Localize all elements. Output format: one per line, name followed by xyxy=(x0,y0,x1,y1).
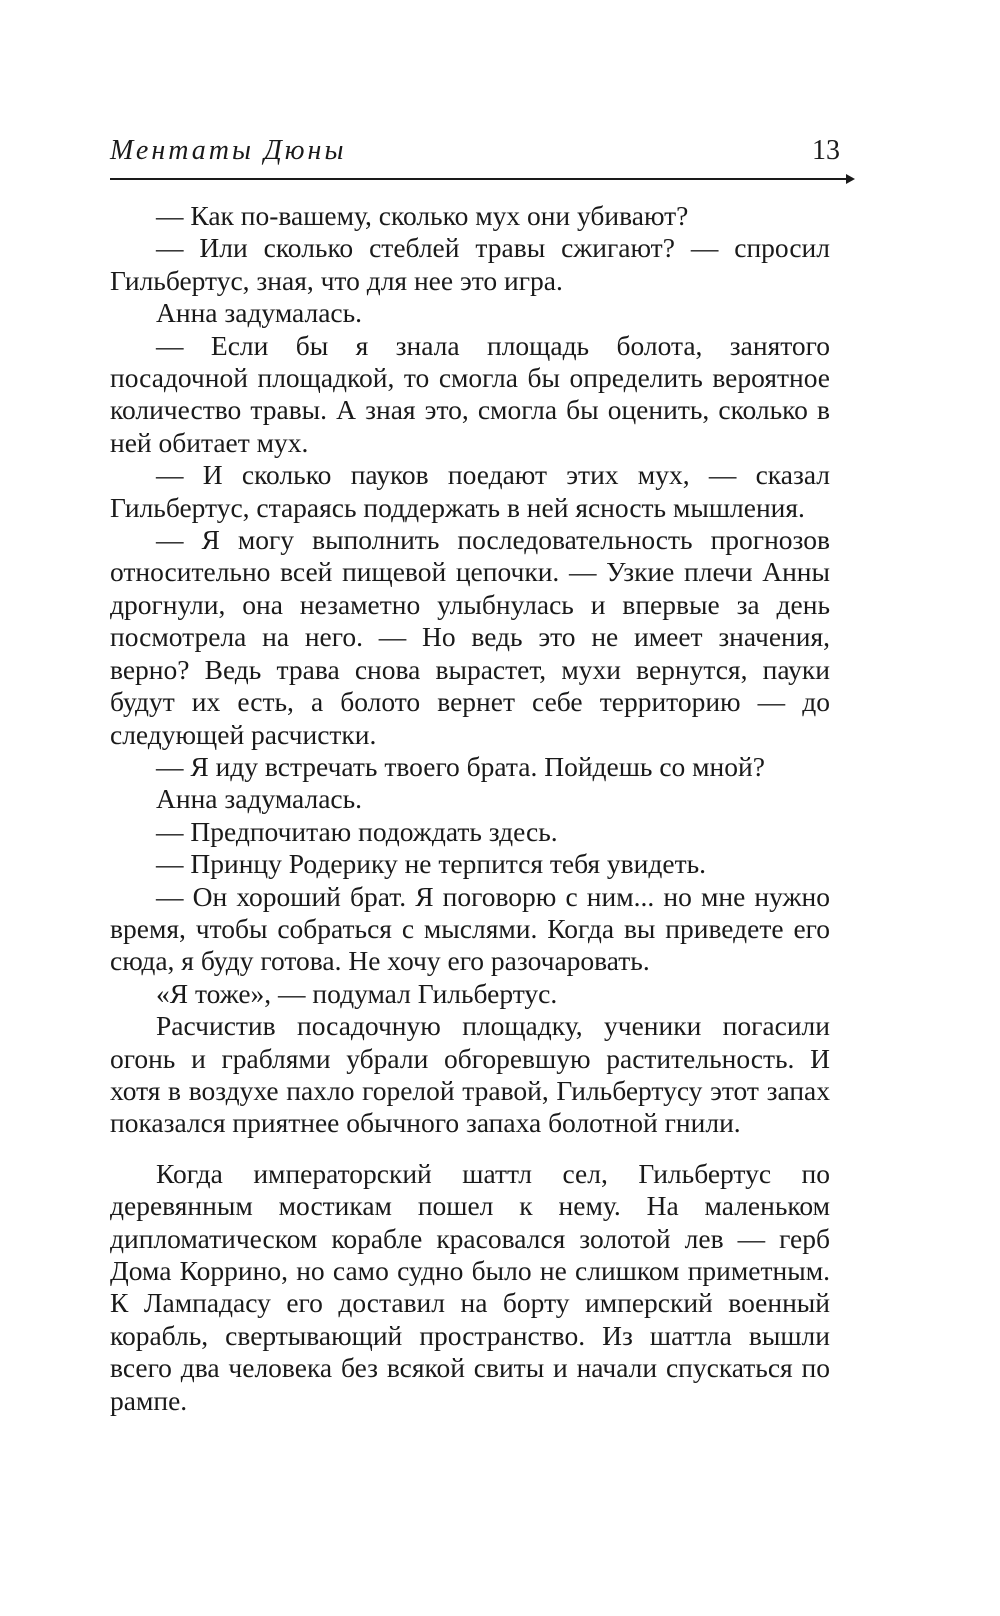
paragraph: — Я иду встречать твоего брата. Пойдешь со мной? xyxy=(156,750,765,782)
paragraph: Анна задумалась. xyxy=(156,297,363,329)
page-number: 13 xyxy=(812,135,840,166)
header-rule xyxy=(110,178,850,180)
book-title: Ментаты Дюны xyxy=(110,135,347,166)
paragraph: — Я могу выполнить последовательность прогнозов относительно всей пищевой цепочки. — Узкие плечи Анны дрогнули, она незаметно улыбнулась и впервые за день посмотрела на него. — Но ведь это не имеет значения, верно? Ведь трава снова вырастет, мухи вернутся, пауки будут их есть, а болото вернет себе территорию — до следующей расчистки. xyxy=(110,524,830,750)
paragraph: — Если бы я знала площадь болота, занятого посадочной площадкой, то смогла бы определить вероятное количество травы. А зная это, смогла бы оценить, сколько в ней обитает мух. xyxy=(110,329,830,458)
running-head xyxy=(110,134,850,174)
paragraph: Расчистив посадочную площадку, ученики погасили огонь и граблями убрали обгоревшую растительность. И хотя в воздухе пахло горелой травой, Гильбертусу этот запах показался приятнее обычного запаха болотной гнили. xyxy=(110,1010,830,1139)
paragraph: «Я тоже», — подумал Гильбертус. xyxy=(156,977,558,1009)
paragraph: — Предпочитаю подождать здесь. xyxy=(156,815,558,847)
paragraph: Когда императорский шаттл сел, Гильбертус по деревянным мостикам пошел к нему. На маленьком дипломатическом корабле красовался золотой лев — герб Дома Коррино, но само судно было не слишком приметным. К Лампадасу его доставил на борту имперский военный корабль, свертывающий пространство. Из шаттла вышли всего два человека без всякой свиты и начали спускаться по рампе. xyxy=(110,1157,830,1416)
paragraph: — И сколько пауков поедают этих мух, — сказал Гильбертус, стараясь поддержать в ней ясность мышления. xyxy=(110,459,830,523)
paragraph: — Как по-вашему, сколько мух они убивают? xyxy=(156,200,689,231)
paragraph: Анна задумалась. xyxy=(156,783,363,815)
paragraph: — Принцу Родерику не терпится тебя увидеть. xyxy=(156,848,707,880)
header-rule-end-mark xyxy=(846,174,855,184)
body-text xyxy=(110,200,830,1417)
paragraph: — Или сколько стеблей травы сжигают? — спросил Гильбертус, зная, что для нее это игра. xyxy=(110,232,830,296)
paragraph: — Он хороший брат. Я поговорю с ним... но мне нужно время, чтобы собраться с мыслями. Когда вы приведете его сюда, я буду готова. Не хочу его разочаровать. xyxy=(110,880,830,977)
